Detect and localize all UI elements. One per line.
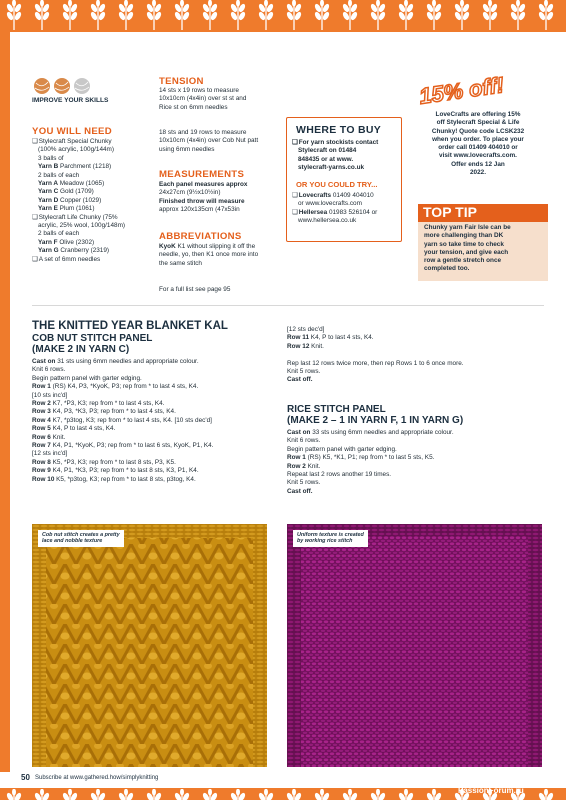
rice-stitch-caption: Uniform texture is created by working rice stitch [293, 530, 368, 547]
pattern-line: Knit 5 rows. [287, 479, 321, 487]
tension-title: TENSION [159, 76, 204, 87]
pattern-line: Cast on 33 sts using 6mm needles and appropriate colour. [287, 429, 454, 436]
pattern-line: Row 1 (RS) K5, *K1, P1; rep from * to last 5 sts, K5. [287, 454, 435, 462]
top-pattern-band [0, 0, 566, 32]
pattern-line: [12 sts inc'd] [32, 450, 68, 458]
pattern-line: Row 1 (RS) K4, P3, *KyoK, P3; rep from * to last 4 sts, K4. [32, 383, 199, 391]
rice-stitch-swatch-photo [287, 524, 542, 767]
pattern-line: Rep last 12 rows twice more, then rep Rows 1 to 6 once more. [287, 359, 464, 367]
pattern-line: Row 10 K5, *p3tog, K3; rep from * to last 8 sts, p3tog, K4. [32, 475, 196, 483]
material-line: 3 balls of [38, 154, 64, 162]
where-to-buy-title: WHERE TO BUY [296, 124, 382, 136]
pattern-line: Row 7 K4, P1, *KyoK, P3; rep from * to last 6 sts, KyoK, P1, K4. [32, 442, 214, 450]
page-number: 50 [21, 773, 30, 782]
cob-subtitle-2: (MAKE 2 IN YARN C) [32, 344, 130, 355]
wheat-pattern-icon [0, 0, 566, 32]
pattern-line: [12 sts dec'd] [287, 326, 325, 333]
pattern-line: Row 2 K7, *P3, K3; rep from * to last 4 sts, K4. [32, 400, 165, 408]
where-to-buy-body: ❑ For yarn stockists contact Stylecraft on 01484 848435 or at www. stylecraft-yarns.co.uk [292, 139, 378, 173]
pattern-line: Cast on 31 sts using 6mm needles and appropriate colour. [32, 358, 199, 365]
material-line: Yarn D Copper (1029) [38, 196, 102, 204]
you-need-title: YOU WILL NEED [32, 126, 112, 137]
rice-subtitle-1: RICE STITCH PANEL [287, 404, 386, 415]
cob-nut-caption: Cob nut stitch creates a pretty lace and nobble texture [38, 530, 124, 547]
top-tip-body: Chunky yarn Fair Isle can be more challenging than DK yarn so take time to check your tension, and give each row a gentle stretch once completed too. [424, 224, 511, 273]
material-line: Yarn C Gold (1709) [38, 188, 94, 196]
alt-stockists: ❑ Lovecrafts 01409 404010 or www.lovecrafts.com ❑ Hellersea 01983 526104 or www.hellersea.co.uk [292, 192, 377, 226]
material-line: Yarn G Cranberry (2319) [38, 247, 110, 255]
pattern-line: Row 8 K5, *P3, K3; rep from * to last 8 sts, P3, K5. [32, 458, 176, 466]
material-line: 2 balls of each [38, 230, 80, 238]
measurements-title: MEASUREMENTS [159, 169, 245, 180]
tension-block-1: 14 sts x 19 rows to measure 10x10cm (4x4in) over st st and Rice st on 6mm needles [159, 87, 247, 111]
pattern-line: Cast off. [287, 487, 313, 495]
pattern-line: Row 9 K4, P1, *K3, P3; rep from * to last 8 sts, K3, P1, K4. [32, 467, 199, 475]
pattern-line: Knit 6 rows. [287, 437, 321, 445]
pattern-line: Row 2 Knit. [287, 462, 321, 470]
pattern-line: Row 11 K4, P to last 4 sts, K4. [287, 334, 374, 342]
pattern-line: Repeat last 2 rows another 19 times. [287, 471, 392, 479]
pattern-line: Begin pattern panel with garter edging. [32, 374, 142, 382]
material-line: Yarn E Plum (1061) [38, 205, 95, 213]
pattern-line: Row 4 K7, *p3tog, K3; rep from * to last 4 sts, K4. [10 sts dec'd] [32, 416, 212, 424]
measurements-body: Each panel measures approx 24x27cm (9½x10½in) Finished throw will measure approx 120x135cm (47x53in [159, 181, 248, 214]
pattern-line: Cast off. [287, 376, 313, 384]
skills-label: IMPROVE YOUR SKILLS [32, 97, 109, 104]
watermark: PassionForum.ru [458, 786, 524, 795]
rice-subtitle-2: (MAKE 2 – 1 IN YARN F, 1 IN YARN G) [287, 415, 464, 426]
abbreviations-body: KyoK K1 without slipping it off the needle, yo, then K1 once more into the same stitch [159, 243, 259, 267]
material-line: 2 balls of each [38, 171, 80, 179]
pattern-line: Row 12 Knit. [287, 342, 324, 350]
material-line: ❑ Stylecraft Special Chunky [32, 138, 150, 146]
pattern-line: Begin pattern panel with garter edging. [287, 445, 397, 453]
tension-block-2: 18 sts and 19 rows to measure 10x10cm (4x4in) over Cob Nut patt using 6mm needles [159, 129, 259, 153]
material-line: acrylic, 25% wool, 100g/148m) [38, 222, 126, 230]
pattern-line: [10 sts inc'd] [32, 391, 68, 399]
materials-list [32, 138, 150, 264]
material-line: Yarn A Meadow (1065) [38, 180, 105, 188]
cob-nut-pattern-cont [287, 326, 537, 385]
abbreviations-title: ABBREVIATIONS [159, 231, 242, 242]
abbreviations-footer: For a full list see page 95 [159, 286, 231, 293]
pattern-line: Row 5 K4, P to last 4 sts, K4. [32, 425, 116, 433]
discount-badge: 15% off! [417, 72, 506, 109]
pattern-line: Row 3 K4, P3, *K3, P3; rep from * to last 4 sts, K4. [32, 408, 176, 416]
or-try-title: OR YOU COULD TRY... [296, 180, 378, 189]
subscribe-line: Subscribe at www.gathered.how/simplyknitting [35, 775, 159, 781]
pattern-line: Knit 6 rows. [32, 366, 66, 374]
section-divider [32, 305, 544, 306]
cob-nut-pattern [32, 358, 282, 484]
top-tip-title: TOP TIP [423, 204, 477, 220]
cob-nut-swatch-photo [32, 524, 267, 767]
kal-title: THE KNITTED YEAR BLANKET KAL [32, 320, 228, 332]
material-line: (100% acrylic, 100g/144m) [38, 146, 115, 154]
pattern-line: Knit 5 rows. [287, 368, 321, 376]
pattern-line: Row 6 Knit. [32, 433, 66, 441]
rice-stitch-pattern [287, 429, 537, 496]
cob-subtitle-1: COB NUT STITCH PANEL [32, 333, 153, 344]
material-line: ❑ Stylecraft Life Chunky (75% [32, 214, 150, 222]
material-line: Yarn F Olive (2302) [38, 238, 95, 246]
pattern-line [287, 351, 537, 359]
offer-text: LoveCrafts are offering 15% off Stylecraft Special & Life Chunky! Quote code LCSK232 when you order. To place your order call 01409 404010 or visit www.lovecrafts.com. Offer ends 12 Jan 2022. [431, 111, 525, 177]
material-line: Yarn B Parchment (1218) [38, 163, 112, 171]
material-line: ❑ A set of 6mm needles [32, 256, 150, 264]
left-edge-tab [0, 32, 10, 772]
